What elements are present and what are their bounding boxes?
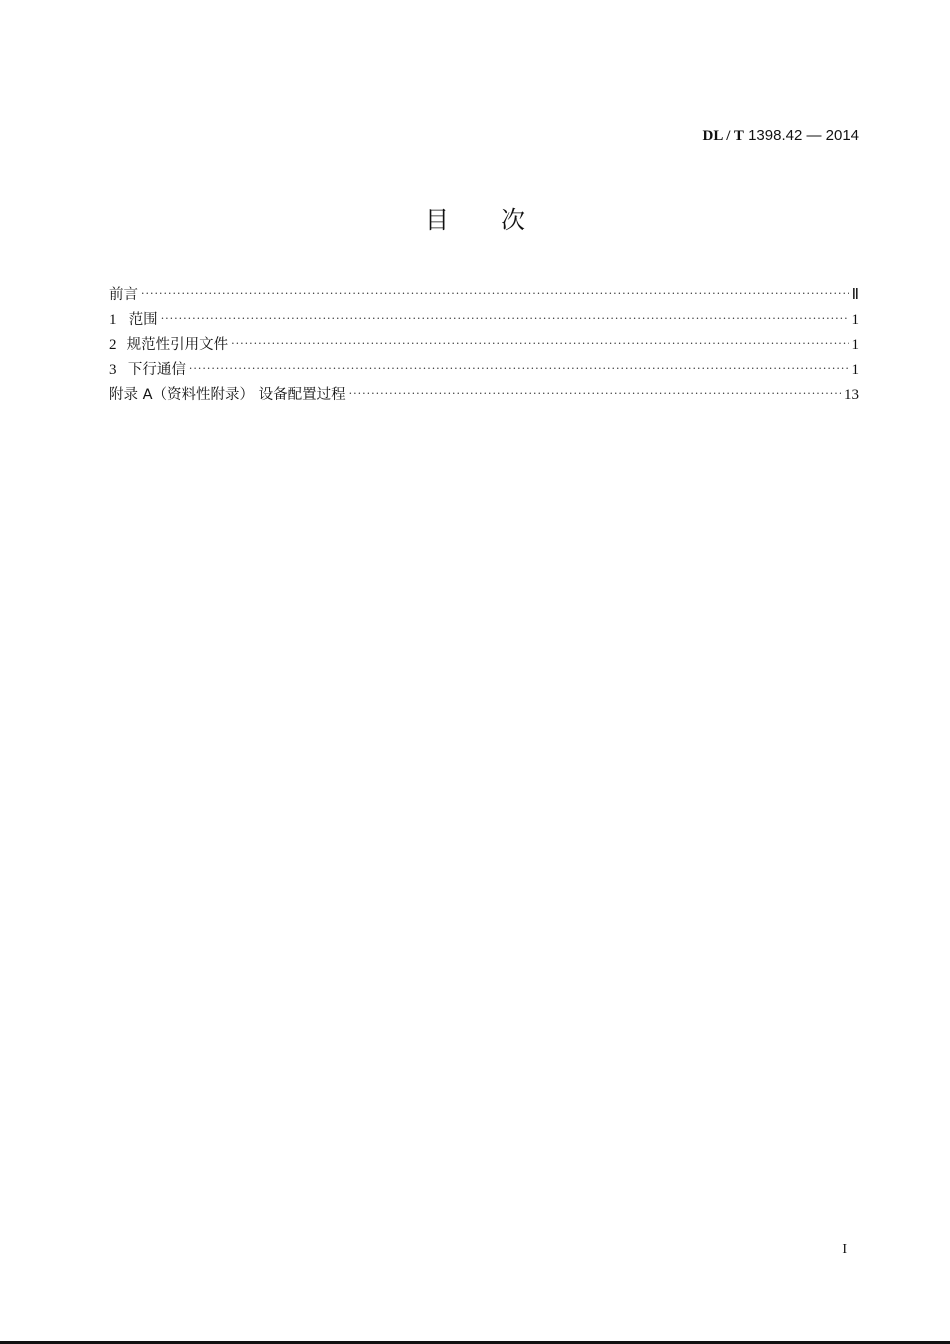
toc-entry-page: 1: [851, 312, 859, 328]
toc-dot-leader: [349, 381, 841, 406]
toc-entry-number: 3: [109, 362, 117, 378]
toc-entry-scope[interactable]: [109, 308, 859, 333]
toc-entry-downlink-communication[interactable]: [109, 358, 859, 383]
toc-entry-foreword[interactable]: [109, 283, 859, 308]
toc-entry-number: 2: [109, 337, 117, 353]
page-number: I: [842, 1242, 847, 1257]
standard-header: [702, 125, 859, 146]
toc-entry-label: 规范性引用文件: [126, 337, 229, 353]
page-title-char-2: 次: [501, 206, 525, 234]
toc-entry-annex-a[interactable]: [109, 383, 859, 408]
toc-dot-leader: [189, 356, 849, 381]
page-title: [0, 202, 950, 238]
toc-entry-page: Ⅱ: [851, 287, 859, 303]
page-title-char-1: 目: [425, 206, 449, 234]
toc-entry-label: 下行通信: [127, 362, 186, 378]
standard-code: DL / T: [702, 128, 744, 144]
toc-entry-label: 附录 A（资料性附录） 设备配置过程: [109, 387, 346, 403]
table-of-contents: [109, 283, 859, 408]
toc-entry-normative-references[interactable]: [109, 333, 859, 358]
toc-entry-page: 1: [851, 362, 859, 378]
toc-entry-page: 13: [844, 387, 859, 403]
toc-entry-label: 范围: [128, 312, 158, 328]
toc-entry-number: 1: [109, 312, 117, 328]
toc-dot-leader: [231, 331, 848, 356]
toc-entry-label: 前言: [109, 287, 138, 303]
toc-entry-page: 1: [851, 337, 859, 353]
toc-dot-leader: [161, 306, 849, 331]
standard-number: 1398.42 — 2014: [743, 127, 859, 144]
toc-dot-leader: [141, 281, 849, 306]
